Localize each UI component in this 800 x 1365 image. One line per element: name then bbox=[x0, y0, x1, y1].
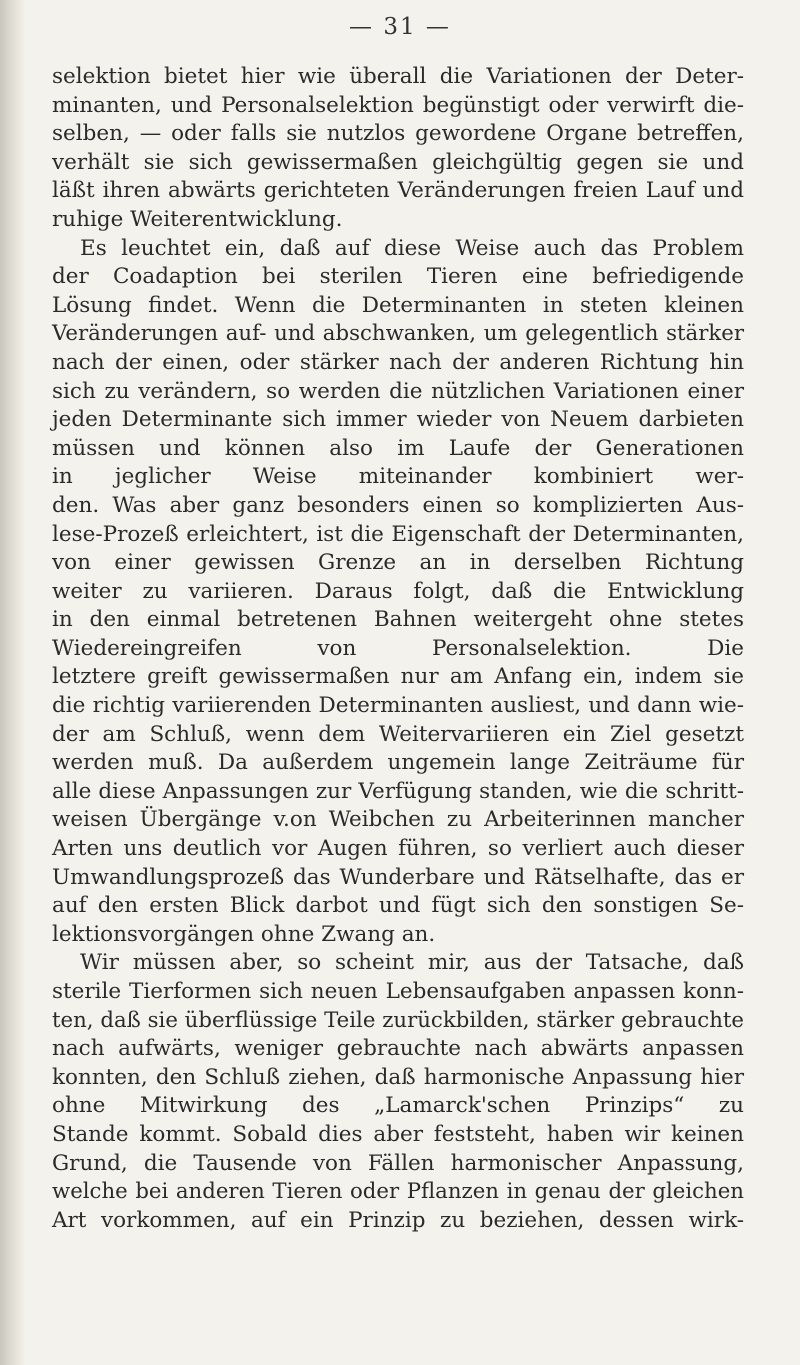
text-line: letztere greift gewissermaßen nur am Anfang ein, indem sie bbox=[52, 664, 744, 690]
text-line: die richtig variierenden Determinanten ausliest, und dann wie- bbox=[52, 693, 744, 719]
text-line: Veränderungen auf- und abschwanken, um gelegentlich stärker bbox=[52, 321, 744, 347]
text-line: Wiedereingreifen von Personalselektion. Die bbox=[52, 635, 744, 661]
text-line: jeden Determinante sich immer wieder von Neuem darbieten bbox=[52, 407, 744, 433]
page-edge-shadow bbox=[0, 0, 26, 1365]
text-line: sich zu verändern, so werden die nützlichen Variationen einer bbox=[52, 378, 744, 404]
text-line: weisen Übergänge v.on Weibchen zu Arbeiterinnen mancher bbox=[52, 807, 744, 833]
text-line: von einer gewissen Grenze an in derselben Richtung bbox=[52, 550, 744, 576]
text-line: welche bei anderen Tieren oder Pflanzen in genau der gleichen bbox=[52, 1179, 744, 1205]
text-line: lektionsvorgängen ohne Zwang an. bbox=[52, 921, 436, 947]
text-line: Es leuchtet ein, daß auf diese Weise auch das Problem bbox=[80, 235, 744, 261]
text-line: Lösung findet. Wenn die Determinanten in steten kleinen bbox=[52, 292, 744, 318]
text-line: selben, — oder falls sie nutzlos gewordene Organe betreffen, bbox=[52, 121, 744, 147]
text-line: nach aufwärts, weniger gebrauchte nach abwärts anpassen bbox=[52, 1036, 744, 1062]
text-line: nach der einen, oder stärker nach der anderen Richtung hin bbox=[52, 349, 744, 375]
text-line: Grund, die Tausende von Fällen harmonischer Anpassung, bbox=[52, 1150, 744, 1176]
text-line: Umwandlungsprozeß das Wunderbare und Rätselhafte, das er bbox=[52, 864, 744, 890]
text-line: lese-Prozeß erleichtert, ist die Eigenschaft der Determinanten, bbox=[52, 521, 744, 547]
text-line: ohne Mitwirkung des „Lamarck'schen Prinzips“ zu bbox=[52, 1093, 744, 1119]
text-line: selektion bietet hier wie überall die Variationen der Deter- bbox=[52, 64, 744, 89]
text-line: ten, daß sie überflüssige Teile zurückbilden, stärker gebrauchte bbox=[52, 1007, 744, 1033]
text-line: verhält sie sich gewissermaßen gleichgültig gegen sie und bbox=[52, 149, 744, 175]
text-line: weiter zu variieren. Daraus folgt, daß die Entwicklung bbox=[52, 578, 744, 604]
text-line: Wir müssen aber, so scheint mir, aus der Tatsache, daß bbox=[80, 950, 744, 976]
text-line: konnten, den Schluß ziehen, daß harmonische Anpassung hier bbox=[52, 1064, 744, 1090]
text-line: müssen und können also im Laufe der Generationen bbox=[52, 435, 744, 461]
text-line: in den einmal betretenen Bahnen weitergeht ohne stetes bbox=[52, 607, 744, 633]
text-line: sterile Tierformen sich neuen Lebensaufgaben anpassen konn- bbox=[52, 979, 744, 1004]
text-line: der am Schluß, wenn dem Weitervariieren ein Ziel gesetzt bbox=[52, 721, 744, 747]
text-line: den. Was aber ganz besonders einen so komplizierten Aus- bbox=[52, 492, 744, 518]
text-line: Stande kommt. Sobald dies aber feststeht, haben wir keinen bbox=[52, 1121, 744, 1147]
text-line: in jeglicher Weise miteinander kombiniert wer- bbox=[52, 464, 744, 490]
text-line: alle diese Anpassungen zur Verfügung standen, wie die schritt- bbox=[52, 778, 744, 804]
text-line: auf den ersten Blick darbot und fügt sich den sonstigen Se- bbox=[52, 893, 744, 919]
text-line: ruhige Weiterentwicklung. bbox=[52, 206, 343, 232]
body-text bbox=[52, 63, 744, 1235]
page-number: — 31 — bbox=[349, 14, 451, 40]
text-line: Art vorkommen, auf ein Prinzip zu beziehen, dessen wirk- bbox=[52, 1207, 744, 1233]
text-line: werden muß. Da außerdem ungemein lange Zeiträume für bbox=[52, 750, 744, 776]
text-line: läßt ihren abwärts gerichteten Veränderungen freien Lauf und bbox=[52, 178, 744, 204]
text-line: Arten uns deutlich vor Augen führen, so verliert auch dieser bbox=[52, 836, 744, 862]
text-line: minanten, und Personalselektion begünstigt oder verwirft die- bbox=[52, 92, 744, 118]
text-line: der Coadaption bei sterilen Tieren eine befriedigende bbox=[52, 264, 744, 290]
